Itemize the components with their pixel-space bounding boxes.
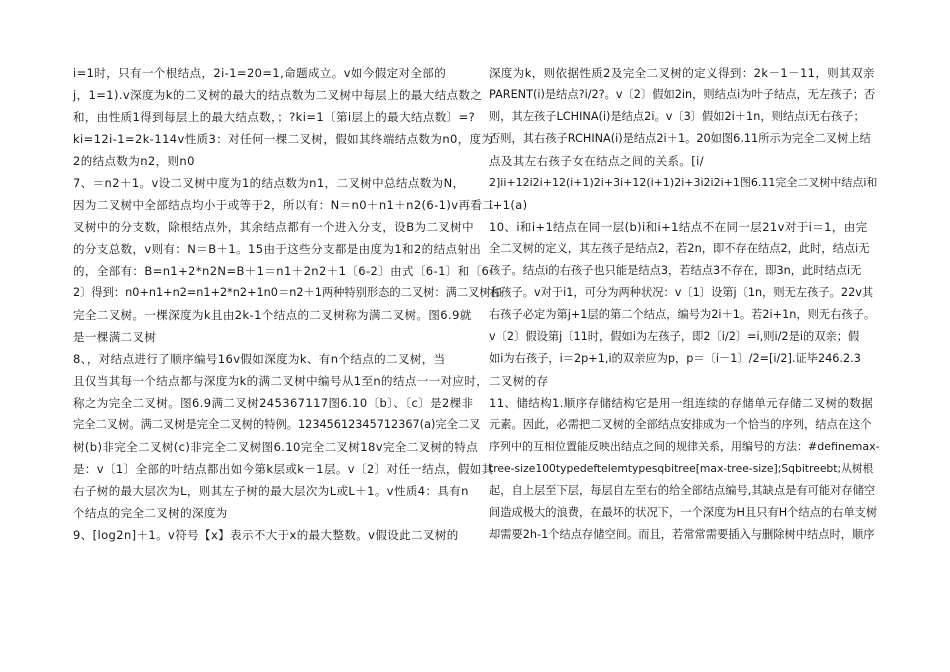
text-line: 因为二叉树中全部结点均小于或等于2，所以有：N＝n0＋n1＋n2(6-1)v再看二 — [73, 198, 495, 212]
text-line: 是：v〔1〕全部的叶结点都出如今第k层或k－1层。v〔2〕对任一结点，假如其 — [73, 462, 494, 476]
text-line: 且仅当其每一个结点都与深度为k的满二叉树中编号从1至n的结点一一对应时， — [73, 374, 489, 388]
text-line: 二叉树的存 — [489, 374, 549, 388]
text-line: 树(b)非完全二叉树(c)非完全二叉树图6.10完全二叉树18v完全二叉树的特点 — [73, 440, 479, 454]
text-line: ki=12i-1=2k-114v性质3：对任何一棵二叉树，假如其终端结点数为n0，度为 — [73, 132, 494, 146]
text-line: 完全二叉树。满二叉树是完全二叉树的特例。12345612345712367(a)完全二叉 — [73, 418, 481, 431]
left-column — [73, 62, 505, 546]
text-line: 2的结点数为n2，则n0 — [73, 154, 195, 168]
text-line: 11、储结构1.顺序存储结构它是用一组连续的存储单元存储二叉树的数据 — [489, 396, 874, 410]
text-line: 元素。因此，必需把二叉树的全部结点安排成为一个恰当的序列，结点在这个 — [489, 418, 872, 431]
text-line: 是一棵满二叉树 — [73, 330, 157, 344]
text-line: 右孩子。v对于i1，可分为两种状况：v〔1〕设第j〔1n，则无左孩子。22v其 — [489, 286, 874, 299]
text-line: 点及其左右孩子女在结点之间的关系。[i/ — [489, 154, 705, 168]
text-line: i+1(a) — [489, 198, 528, 212]
text-line: v〔2〕假设第j〔11时，假如i为左孩子，即2〔i/2〕=i,则i/2是i的双亲；假 — [489, 330, 860, 343]
text-line: 个结点的完全二叉树的深度为 — [73, 506, 228, 520]
text-line: 2]ii+12i2i+12(i+1)2i+3i+12(i+1)2i+3i2i2i+1图6.11完全二叉树中结点i和 — [489, 176, 878, 189]
text-line: 右子树的最大层次为L，则其左子树的最大层次为L或L＋1。v性质4：具有n — [73, 484, 469, 498]
text-line: 的，全部有：B=n1+2*n2N=B＋1＝n1＋2n2＋1〔6-2〕由式〔6-1〕和〔6- — [73, 264, 494, 278]
text-line: 完全二叉树。一棵深度为k且由2k-1个结点的二叉树称为满二叉树。图6.9就 — [73, 308, 472, 322]
right-column — [489, 62, 881, 546]
text-line: 10、i和i+1结点在同一层(b)i和i+1结点不在同一层21v对于i＝1，由完 — [489, 220, 868, 234]
text-line: 起，自上层至下层，每层自左至右的给全部结点编号,其缺点是有可能对存储空 — [489, 484, 876, 497]
text-line: 否则，其右孩子RCHINA(i)是结点2i＋1。20如图6.11所示为完全二叉树上结 — [489, 132, 871, 145]
text-line: j，1=1).v深度为k的二叉树的最大的结点数为二叉树中每层上的最大结点数之 — [73, 88, 483, 102]
text-line: 间造成极大的浪费，在最坏的状况下，一个深度为H且只有H个结点的右单支树 — [489, 506, 878, 519]
text-line: 2〕得到：n0+n1+n2=n1+2*n2+1n0＝n2＋1两种特别形态的二叉树：满二叉树和 — [73, 286, 502, 299]
text-line: 序列中的互相位置能反映出结点之间的规律关系，用编号的方法：#definemax- — [489, 440, 880, 453]
text-line: i=1时，只有一个根结点，2i-1=20=1,命题成立。v如今假定对全部的 — [73, 66, 447, 80]
text-line: 和，由性质1得到每层上的最大结点数，；?ki=1〔第i层上的最大结点数〕=? — [73, 110, 476, 124]
text-line: 右孩子必定为第j+1层的第二个结点，编号为2i＋1。若2i+1n，则无右孩子。 — [489, 308, 876, 321]
text-line: 如i为右孩子，i＝2p+1,i的双亲应为p，p＝〔i－1〕/2=[i/2].证毕246.2.3 — [489, 352, 861, 365]
text-line: 全二叉树的定义，其左孩子是结点2，若2n，即不存在结点2，此时，结点i无 — [489, 242, 870, 255]
text-line: 叉树中的分支数，除根结点外，其余结点都有一个进入分支，设B为二叉树中 — [73, 220, 474, 234]
text-line: 则，其左孩子LCHINA(i)是结点2i。v〔3〕假如2i＋1n，则结点i无右孩子； — [489, 110, 865, 123]
text-line: tree-size100typedeftelemtypesqbitree[max-tree-size];Sqbitreebt;从树根 — [489, 462, 874, 475]
text-line: 孩子。结点i的右孩子也只能是结点3，若结点3不存在，即3n，此时结点i无 — [489, 264, 862, 277]
text-line: 的分支总数，v则有：N＝B＋1。15由于这些分支都是由度为1和2的结点射出 — [73, 242, 482, 256]
text-line: 9、[log2n]＋1。v符号【x】表示不大于x的最大整数。v假设此二叉树的 — [73, 528, 459, 542]
text-line: PARENT(i)是结点?i/2?。v〔2〕假如2in，则结点i为叶子结点，无左孩子；否 — [489, 88, 876, 101]
text-line: 称之为完全二叉树。图6.9满二叉树245367117图6.10〔b〕、〔c〕是2棵非 — [73, 396, 474, 410]
text-line: 8、，对结点进行了顺序编号16v假如深度为k、有n个结点的二叉树，当 — [73, 352, 446, 366]
text-line: 7、＝n2＋1。v设二叉树中度为1的结点数为n1，二叉树中总结点数为N， — [73, 176, 465, 190]
text-line: 却需要2h-1个结点存储空间。而且，若常常需要插入与删除树中结点时，顺序 — [489, 528, 875, 541]
text-line: 深度为k，则依据性质2及完全二叉树的定义得到：2k－1－11，则其双亲 — [489, 66, 875, 80]
